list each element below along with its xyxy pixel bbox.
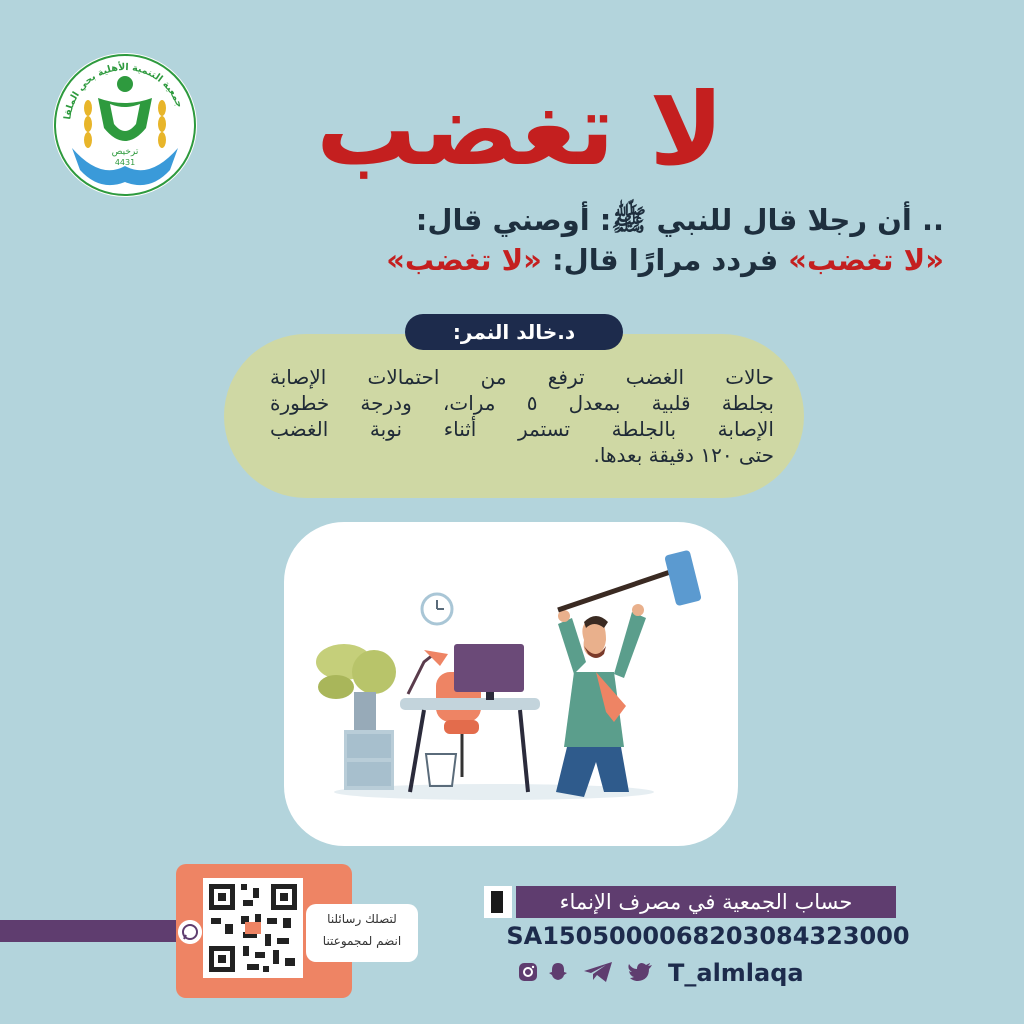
telegram-icon[interactable] xyxy=(582,960,614,984)
info-line: بجلطة قلبية بمعدل ٥ مرات، ودرجة خطورة xyxy=(270,391,774,415)
social-handle[interactable]: T_almlaqa xyxy=(668,959,804,987)
page-title: لا تغضب xyxy=(316,71,724,188)
logo-license-number: 4431 xyxy=(114,158,136,167)
angry-man-illustration xyxy=(284,522,738,846)
bank-account-label: حساب الجمعية في مصرف الإنماء xyxy=(516,886,896,918)
join-line-2: انضم لمجموعتنا xyxy=(322,934,402,948)
hadith-line-2 xyxy=(164,240,944,280)
association-logo xyxy=(50,50,200,200)
qr-code-icon xyxy=(203,878,303,978)
info-line: الإصابة بالجلطة تستمر أثناء نوبة الغضب xyxy=(270,417,774,441)
whatsapp-icon[interactable] xyxy=(178,920,202,944)
hadith-quote-1: «لا تغضب» xyxy=(788,243,944,277)
speaker-badge: د.خالد النمر: xyxy=(405,314,623,350)
hadith-mid: فردد مرارًا قال: xyxy=(541,243,789,277)
twitter-icon[interactable] xyxy=(626,960,654,984)
logo-license-label: ترخيص xyxy=(111,147,139,157)
hadith-line-1: .. أن رجلا قال للنبي ﷺ: أوصني قال: xyxy=(415,203,944,237)
whatsapp-bar xyxy=(0,920,190,942)
hadith-quote-2: «لا تغضب» xyxy=(386,243,542,277)
info-line: حتى ١٢٠ دقيقة بعدها. xyxy=(593,443,774,467)
info-line: حالات الغضب ترفع من احتمالات الإصابة xyxy=(270,365,774,389)
join-group-box[interactable] xyxy=(306,904,418,962)
iban-number: SA1505000068203084323000 xyxy=(506,922,910,950)
info-text xyxy=(270,364,774,468)
bank-logo-mark xyxy=(491,891,503,913)
join-line-1: لتصلك رسائلنا xyxy=(327,912,397,926)
logo-ring-text: جمعية التنمية الأهلية بحي الملقا xyxy=(62,61,185,121)
snapchat-icon[interactable] xyxy=(546,960,570,984)
instagram-icon[interactable] xyxy=(516,960,540,984)
